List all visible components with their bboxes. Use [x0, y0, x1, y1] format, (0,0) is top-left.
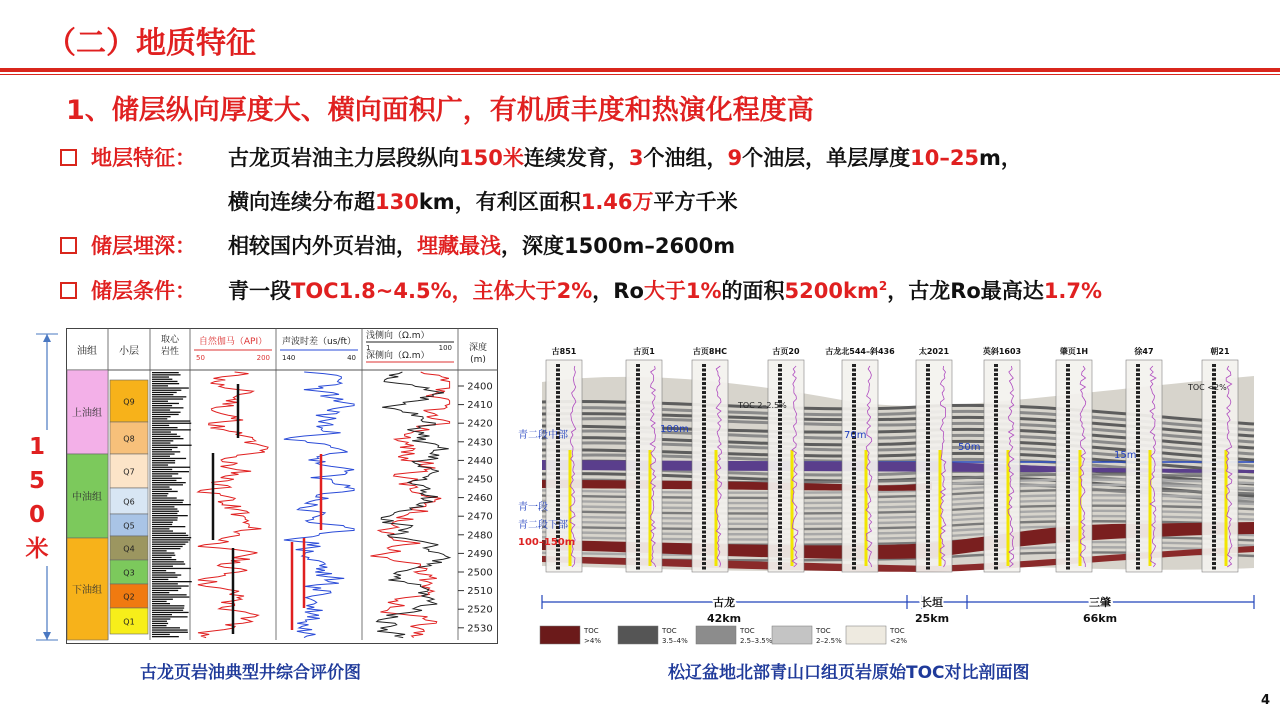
lithology-mark — [152, 403, 179, 404]
lithology-mark — [152, 429, 191, 430]
page-title: （二）地质特征 — [46, 26, 256, 61]
well-name: 英斜1603 — [982, 347, 1022, 356]
segment-name: 古龙 — [713, 596, 735, 609]
lithology-mark — [152, 530, 173, 531]
well-name: 肇页1H — [1059, 347, 1089, 356]
lithology-mark — [152, 561, 184, 562]
legend-label: TOC — [890, 627, 905, 635]
lithology-mark — [152, 577, 177, 578]
well-name: 朝21 — [1210, 347, 1230, 356]
body-text: 连续发育， — [523, 146, 629, 170]
header-divider-thin — [0, 74, 1280, 75]
body-text: km，有利区面积 — [418, 190, 581, 214]
body-text: m， — [979, 146, 1022, 170]
lithology-mark — [152, 515, 188, 516]
bullet-text — [228, 142, 1022, 172]
depth-label: 2410 — [467, 400, 493, 412]
lithology-mark — [152, 546, 183, 547]
segment-name: 三肇 — [1089, 596, 1111, 609]
lithology-mark — [152, 585, 189, 586]
lithology-mark — [152, 412, 181, 413]
section-label: 50m — [958, 442, 981, 453]
depth-label: 2420 — [467, 418, 493, 430]
well-column — [626, 360, 662, 572]
lithology-mark — [152, 398, 183, 399]
depth-label: 2400 — [467, 381, 493, 393]
scale-label: 1 — [366, 344, 371, 352]
depth-label: 2510 — [467, 586, 493, 598]
layer-label: Q3 — [123, 568, 135, 578]
lithology-mark — [152, 539, 190, 540]
oil-group-label: 中油组 — [72, 492, 102, 503]
lithology-mark — [152, 458, 186, 459]
lithology-mark — [152, 629, 188, 630]
section-label: TOC <2% — [1188, 383, 1227, 392]
scale-label: 100 — [438, 344, 452, 352]
body-text: 的面积 — [721, 279, 785, 303]
lithology-mark — [152, 533, 186, 534]
depth-label: 2430 — [467, 437, 493, 449]
lithology-mark — [152, 484, 183, 485]
lithology-mark — [152, 482, 186, 483]
well-column — [984, 360, 1020, 572]
lithology-mark — [152, 431, 171, 432]
lithology-mark — [152, 374, 181, 375]
body-text: 个油层，单层厚度 — [742, 146, 911, 170]
lithology-mark — [152, 489, 172, 490]
lithology-mark — [152, 596, 189, 597]
depth-label: 2470 — [467, 511, 493, 523]
lithology-mark — [152, 526, 185, 527]
lithology-mark — [152, 387, 189, 388]
well-log-caption: 古龙页岩油典型井综合评价图 — [140, 663, 361, 683]
body-text: 横向连续分布超 — [228, 190, 375, 214]
depth-label: 2500 — [467, 567, 493, 579]
column-header: 岩性 — [160, 347, 180, 357]
section-label: 青一段 — [518, 502, 548, 513]
column-header: 深侧向（Ω.m） — [366, 351, 430, 361]
lithology-mark — [152, 594, 187, 595]
lithology-mark — [152, 504, 191, 505]
lithology-mark — [152, 405, 172, 406]
lithology-mark — [152, 416, 171, 417]
lithology-mark — [152, 396, 186, 397]
lithology-mark — [152, 541, 188, 542]
scale-label: 40 — [347, 354, 356, 362]
lithology-mark — [152, 627, 180, 628]
lithology-mark — [152, 425, 169, 426]
column-header: 声波时差（us/ft） — [282, 337, 356, 347]
bullet-label: 储层条件： — [91, 279, 196, 303]
lithology-mark — [152, 605, 184, 606]
legend-label: TOC — [662, 627, 677, 635]
lithology-mark — [152, 491, 178, 492]
header-divider — [0, 68, 1280, 72]
lithology-mark — [152, 570, 166, 571]
lithology-mark — [152, 438, 183, 439]
lithology-mark — [152, 519, 177, 520]
toc-cross-section-figure — [512, 330, 1264, 650]
lithology-mark — [152, 550, 167, 551]
section-heading: 1、储层纵向厚度大、横向面积广，有机质丰度和热演化程度高 — [66, 95, 814, 126]
lithology-mark — [152, 467, 190, 468]
column-header: (m) — [470, 355, 486, 365]
section-label: 青二段下部 — [518, 520, 568, 531]
lithology-mark — [152, 493, 168, 494]
lithology-mark — [152, 572, 175, 573]
lithology-mark — [152, 414, 179, 415]
page-number: 4 — [1260, 693, 1270, 708]
lithology-mark — [152, 537, 191, 538]
lithology-mark — [152, 590, 178, 591]
lithology-mark — [152, 544, 185, 545]
body-text: 古龙页岩油主力层段纵向 — [228, 146, 459, 170]
column-header: 小层 — [119, 346, 139, 357]
section-label: 15m — [1114, 450, 1137, 461]
body-text: 平方千米 — [653, 190, 738, 214]
lithology-mark — [152, 625, 167, 626]
highlight-text: 130 — [375, 190, 419, 214]
lithology-mark — [152, 453, 175, 454]
lithology-mark — [152, 636, 179, 637]
section-label: 100m — [660, 424, 689, 435]
lithology-mark — [152, 592, 169, 593]
bullet-stratum — [60, 142, 196, 172]
legend-label: >4% — [584, 637, 601, 645]
thickness-char: 0 — [28, 502, 45, 528]
lithology-mark — [152, 623, 168, 624]
square-bullet-icon — [60, 237, 77, 254]
lithology-mark — [152, 497, 177, 498]
legend-swatch — [846, 626, 886, 644]
bullet-label: 储层埋深： — [91, 234, 196, 258]
column-header: 油组 — [77, 346, 97, 357]
well-column — [916, 360, 952, 572]
legend-swatch — [696, 626, 736, 644]
highlight-text: 1.7% — [1043, 279, 1103, 303]
lithology-mark — [152, 618, 170, 619]
lithology-mark — [152, 445, 192, 446]
segment-name: 长垣 — [921, 596, 943, 609]
lithology-mark — [152, 632, 188, 633]
depth-label: 2520 — [467, 604, 493, 616]
lithology-mark — [152, 548, 180, 549]
lithology-mark — [152, 464, 168, 465]
lithology-mark — [152, 559, 176, 560]
lithology-mark — [152, 471, 189, 472]
lithology-mark — [152, 603, 170, 604]
lithology-mark — [152, 612, 189, 613]
well-name: 古851 — [551, 347, 577, 356]
lithology-mark — [152, 478, 182, 479]
thickness-label — [24, 430, 50, 566]
highlight-text: TOC1.8~4.5%，主体大于2% — [291, 279, 593, 303]
lithology-mark — [152, 511, 179, 512]
legend-label: 2.5–3.5% — [740, 637, 773, 645]
bullet-conditions — [60, 275, 196, 305]
scale-label: 140 — [282, 354, 296, 362]
lithology-mark — [152, 563, 185, 564]
highlight-text: 大于1% — [643, 279, 722, 303]
lithology-mark — [152, 480, 176, 481]
lithology-mark — [152, 372, 179, 373]
segment-length: 66km — [1082, 612, 1118, 625]
body-text: 相较国内外页岩油， — [228, 234, 417, 258]
lithology-mark — [152, 513, 177, 514]
legend-swatch — [772, 626, 812, 644]
scale-label: 200 — [256, 354, 270, 362]
bullet-depth — [60, 230, 196, 260]
thickness-char: 5 — [28, 468, 45, 494]
body-text: ，古龙Ro最高达 — [887, 279, 1044, 303]
bullet-text — [228, 186, 738, 216]
bullet-text — [228, 230, 735, 260]
lithology-mark — [152, 508, 177, 509]
lithology-mark — [152, 442, 170, 443]
lithology-mark — [152, 462, 175, 463]
depth-label: 2450 — [467, 474, 493, 486]
lithology-mark — [152, 392, 177, 393]
lithology-mark — [152, 566, 173, 567]
lithology-mark — [152, 486, 170, 487]
highlight-text: 2 — [878, 279, 888, 293]
lithology-mark — [152, 449, 172, 450]
layer-label: Q9 — [123, 397, 135, 407]
lithology-mark — [152, 506, 174, 507]
depth-label: 2440 — [467, 455, 493, 467]
lithology-mark — [152, 517, 178, 518]
depth-label: 2530 — [467, 623, 493, 635]
lithology-mark — [152, 535, 188, 536]
well-name: 古页1 — [633, 347, 655, 356]
legend-label: 3.5–4% — [662, 637, 688, 645]
highlight-text: 1.46万 — [580, 190, 654, 214]
column-header: 自然伽马（API） — [198, 337, 268, 347]
lithology-mark — [152, 601, 167, 602]
square-bullet-icon — [60, 149, 77, 166]
lithology-mark — [152, 379, 172, 380]
lithology-mark — [152, 383, 179, 384]
section-label: TOC 2–2.5% — [738, 401, 787, 410]
lithology-mark — [152, 610, 183, 611]
lithology-mark — [152, 401, 168, 402]
lithology-mark — [152, 607, 184, 608]
well-name: 徐47 — [1134, 347, 1154, 356]
section-label: 青二段中部 — [518, 430, 568, 441]
bullet-label: 地层特征： — [91, 146, 196, 170]
body-text: 个油组， — [643, 146, 728, 170]
lithology-mark — [152, 376, 169, 377]
depth-label: 2460 — [467, 493, 493, 505]
lithology-mark — [152, 385, 168, 386]
lithology-mark — [152, 634, 170, 635]
column-header: 深度 — [468, 343, 488, 353]
section-label: 70m — [844, 430, 867, 441]
well-column — [768, 360, 804, 572]
legend-label: TOC — [816, 627, 831, 635]
lithology-mark — [152, 420, 190, 421]
highlight-text: 9 — [727, 146, 743, 170]
lithology-mark — [152, 552, 174, 553]
highlight-text: 150米 — [459, 146, 524, 170]
highlight-text: 10–25 — [910, 146, 980, 170]
lithology-mark — [152, 440, 173, 441]
layer-label: Q2 — [123, 592, 135, 602]
oil-group-label: 上油组 — [72, 408, 102, 419]
legend-label: TOC — [740, 627, 755, 635]
body-text: ，Ro — [592, 279, 644, 303]
well-name: 古页8HC — [692, 347, 728, 356]
well-column — [1056, 360, 1092, 572]
lithology-mark — [152, 436, 180, 437]
cross-section-caption: 松辽盆地北部青山口组页岩原始TOC对比剖面图 — [668, 663, 1030, 683]
lithology-mark — [152, 390, 181, 391]
lithology-mark — [152, 522, 173, 523]
lithology-mark — [152, 381, 178, 382]
bullet-text — [228, 275, 1102, 305]
column-header: 浅侧向（Ω.m） — [366, 331, 430, 341]
legend-swatch — [540, 626, 580, 644]
lithology-mark — [152, 460, 175, 461]
lithology-mark — [152, 568, 191, 569]
lithology-mark — [152, 555, 175, 556]
lithology-mark — [152, 557, 172, 558]
lithology-mark — [152, 469, 172, 470]
well-name: 古页20 — [772, 347, 800, 356]
well-name: 太2021 — [918, 347, 950, 356]
body-text: ，深度1500m–2600m — [501, 234, 736, 258]
highlight-text: 埋藏最浅 — [417, 234, 501, 258]
lithology-mark — [152, 394, 173, 395]
lithology-mark — [152, 502, 183, 503]
segment-length: 42km — [706, 612, 742, 625]
layer-label: Q4 — [123, 544, 135, 554]
well-column — [692, 360, 728, 572]
lithology-mark — [152, 621, 167, 622]
layer-label: Q1 — [123, 617, 135, 627]
lithology-mark — [152, 418, 167, 419]
segment-length: 25km — [914, 612, 950, 625]
thickness-char: 米 — [25, 536, 49, 562]
lithology-mark — [152, 599, 173, 600]
highlight-text: 3 — [628, 146, 644, 170]
body-text: 青一段 — [228, 279, 291, 303]
lithology-mark — [152, 473, 178, 474]
lithology-mark — [152, 423, 191, 424]
lithology-mark — [152, 614, 172, 615]
lithology-mark — [152, 495, 167, 496]
lithology-mark — [152, 407, 183, 408]
lithology-mark — [152, 456, 170, 457]
oil-group-label: 下油组 — [72, 585, 102, 596]
lithology-mark — [152, 581, 192, 582]
layer-label: Q6 — [123, 497, 135, 507]
highlight-text: 5200km — [784, 279, 879, 303]
lithology-mark — [152, 616, 188, 617]
layer-label: Q5 — [123, 521, 135, 531]
column-header: 取心 — [160, 335, 180, 345]
well-column — [842, 360, 878, 572]
lithology-mark — [152, 434, 177, 435]
legend-label: <2% — [890, 637, 907, 645]
layer-label: Q7 — [123, 467, 135, 477]
depth-label: 2480 — [467, 530, 493, 542]
lithology-mark — [152, 409, 170, 410]
well-log-figure — [66, 328, 498, 644]
lithology-mark — [152, 574, 181, 575]
section-label: 100–150m — [518, 537, 576, 548]
lithology-mark — [152, 588, 181, 589]
thickness-char: 1 — [28, 434, 45, 460]
well-column — [1126, 360, 1162, 572]
lithology-mark — [152, 524, 172, 525]
lithology-mark — [152, 447, 178, 448]
lithology-mark — [152, 579, 168, 580]
lithology-mark — [152, 583, 178, 584]
legend-label: TOC — [584, 627, 599, 635]
lithology-mark — [152, 427, 178, 428]
well-name: 古龙北544–斜436 — [825, 347, 895, 356]
square-bullet-icon — [60, 282, 77, 299]
layer-label: Q8 — [123, 434, 135, 444]
scale-label: 50 — [196, 354, 205, 362]
lithology-mark — [152, 451, 180, 452]
depth-label: 2490 — [467, 548, 493, 560]
legend-swatch — [618, 626, 658, 644]
lithology-mark — [152, 528, 169, 529]
lithology-mark — [152, 500, 184, 501]
lithology-mark — [152, 475, 172, 476]
legend-label: 2–2.5% — [816, 637, 842, 645]
